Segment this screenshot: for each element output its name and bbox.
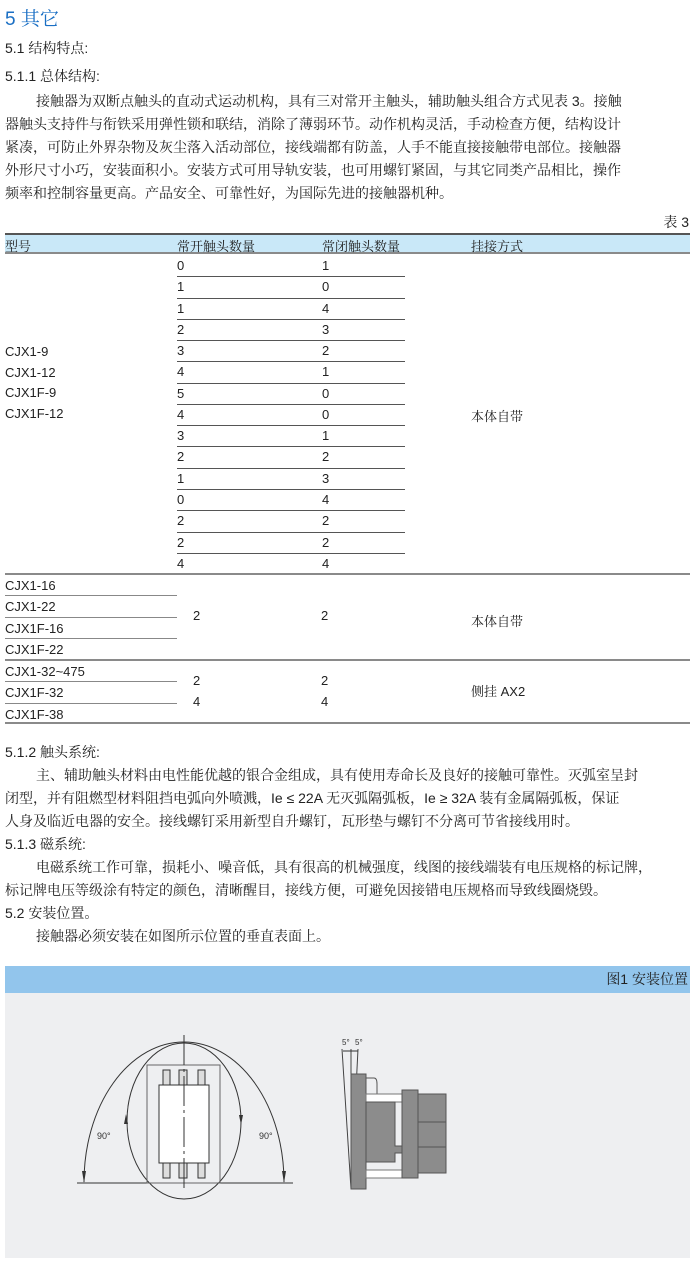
pin	[179, 1163, 187, 1178]
row-divider	[177, 425, 405, 426]
paragraph-line: 外形尺寸小巧，安装面积小。安装方式可用导轨安装，也可用螺钉紧固，与其它同类产品相比，操作	[5, 162, 621, 178]
table-top-rule	[5, 233, 690, 235]
row-divider	[177, 532, 405, 533]
no-count-cell: 1	[177, 300, 185, 316]
figure-caption: 图1 安装位置	[606, 971, 688, 987]
paragraph-line: 器触头支持件与衔铁采用弹性锁和联结，消除了薄弱环节。动作机构灵活，手动检查方便，结构设计	[5, 116, 621, 132]
column-header: 常开触头数量	[177, 239, 256, 254]
nc-count-cell: 1	[322, 428, 330, 444]
no-count-cell: 1	[177, 470, 185, 486]
row-divider	[177, 553, 405, 554]
contactor-mid	[402, 1090, 418, 1178]
paragraph-line: 接触器为双断点触头的直动式运动机构，具有三对常开主触头，辅助触头组合方式见表 3。接触	[36, 93, 622, 109]
no-count-cell: 4	[193, 694, 201, 709]
no-count-cell: 4	[177, 555, 185, 571]
angle-label-left: 90°	[97, 1131, 111, 1141]
no-count-cell: 2	[177, 513, 185, 529]
row-divider	[5, 617, 177, 618]
no-count-cell: 0	[177, 258, 185, 273]
no-count-cell: 0	[177, 491, 185, 507]
tilt-line	[342, 1049, 351, 1189]
installation-diagram	[0, 993, 685, 1258]
row-divider	[5, 595, 177, 596]
no-count-cell: 4	[177, 364, 185, 380]
mount-cell: 本体自带	[471, 409, 524, 424]
row-divider	[177, 319, 405, 320]
row-divider	[177, 340, 405, 341]
mounting-plate	[351, 1074, 366, 1189]
no-count-cell: 2	[193, 608, 201, 623]
column-header: 型号	[5, 239, 32, 254]
contactor-top	[418, 1094, 446, 1173]
paragraph-line: 电磁系统工作可靠，损耗小、噪音低，具有很高的机械强度，线图的接线端装有电压规格的标记牌，	[36, 859, 652, 875]
row-divider	[177, 468, 405, 469]
no-count-cell: 2	[177, 321, 185, 337]
tilt-label-a: 5°	[342, 1038, 350, 1047]
model-cell: CJX1F-16	[5, 620, 64, 636]
row-divider	[177, 404, 405, 405]
no-count-cell: 3	[177, 343, 185, 359]
side-view	[342, 1049, 446, 1189]
row-divider	[177, 361, 405, 362]
row-divider	[5, 638, 177, 639]
no-count-cell: 2	[177, 449, 185, 465]
model-cell: CJX1-16	[5, 578, 56, 593]
nc-count-cell: 2	[322, 534, 330, 550]
no-count-cell: 4	[177, 406, 185, 422]
nc-count-cell: 2	[321, 608, 329, 623]
paragraph-line: 频率和控制容量更高。产品安全、可靠性好，为国际先进的接触器机种。	[5, 185, 453, 201]
row-divider	[177, 510, 405, 511]
nc-count-cell: 4	[322, 300, 330, 316]
nc-count-cell: 2	[322, 343, 330, 359]
angle-label-right: 90°	[259, 1131, 273, 1141]
row-divider	[177, 383, 405, 384]
paragraph-line: 标记牌电压等级涂有特定的颜色，清晰醒目，接线方便，可避免因接错电压规格而导致线圈烧毁。	[5, 882, 607, 898]
row-divider	[177, 298, 405, 299]
row-divider	[177, 276, 405, 277]
nc-count-cell: 4	[321, 694, 329, 709]
column-header: 挂接方式	[471, 239, 524, 254]
contactor-base	[366, 1102, 402, 1162]
no-count-cell: 2	[177, 534, 185, 550]
nc-count-cell: 4	[322, 491, 330, 507]
subheading-5-1: 5.1 结构特点:	[5, 40, 89, 56]
row-divider	[177, 489, 405, 490]
front-view	[77, 1035, 293, 1199]
nc-count-cell: 1	[322, 364, 330, 380]
model-cell: CJX1F-12	[5, 405, 64, 421]
nc-count-cell: 2	[322, 449, 330, 465]
pin	[198, 1163, 205, 1178]
no-count-cell: 1	[177, 279, 185, 295]
model-cell: CJX1F-9	[5, 385, 57, 400]
figure-caption-band	[5, 966, 690, 993]
figure-area	[5, 993, 690, 1258]
nc-count-cell: 2	[321, 673, 329, 688]
nc-count-cell: 3	[322, 470, 330, 486]
model-cell: CJX1F-38	[5, 706, 64, 722]
table-bottom-rule	[5, 722, 690, 724]
subheading-5-1-2: 5.1.2 触头系统:	[5, 744, 100, 760]
paragraph-install: 接触器必须安装在如图所示位置的垂直表面上。	[36, 928, 330, 944]
block-rule	[5, 659, 690, 661]
row-divider	[5, 703, 177, 704]
nc-count-cell: 0	[322, 279, 330, 295]
model-cell: CJX1-32~475	[5, 664, 85, 679]
pin	[163, 1070, 170, 1085]
pin	[163, 1163, 170, 1178]
no-count-cell: 2	[193, 673, 201, 688]
section-heading: 5 其它	[5, 9, 59, 30]
nc-count-cell: 3	[322, 321, 330, 337]
mount-cell: 本体自带	[471, 614, 524, 629]
row-divider	[177, 446, 405, 447]
pin	[198, 1070, 205, 1085]
paragraph-line: 人身及临近电器的安全。接线螺钉采用新型自升螺钉，瓦形垫与螺钉不分离可节省接线用时。	[5, 813, 579, 829]
row-divider	[5, 681, 177, 682]
tilt-label-b: 5°	[355, 1038, 363, 1047]
pin	[179, 1070, 187, 1085]
nc-count-cell: 1	[322, 258, 330, 273]
subheading-5-1-3: 5.1.3 磁系统:	[5, 836, 86, 852]
nc-count-cell: 0	[322, 406, 330, 422]
nc-count-cell: 0	[322, 385, 330, 401]
mount-cell: 侧挂 AX2	[471, 684, 526, 699]
table-caption: 表 3	[663, 214, 689, 230]
model-cell: CJX1F-32	[5, 685, 64, 701]
nc-count-cell: 4	[322, 555, 330, 571]
model-cell: CJX1-9	[5, 344, 49, 359]
subheading-5-2: 5.2 安装位置。	[5, 905, 99, 921]
subheading-5-1-1: 5.1.1 总体结构:	[5, 68, 100, 84]
block-rule	[5, 573, 690, 575]
nc-count-cell: 2	[322, 513, 330, 529]
model-cell: CJX1F-22	[5, 641, 64, 657]
paragraph-line: 闭型，并有阻燃型材料阻挡电弧向外喷溅，Ie ≤ 22A 无灭弧隔弧板，Ie ≥ 32A 装有金属隔弧板，保证	[5, 790, 620, 806]
model-cell: CJX1-12	[5, 364, 56, 380]
no-count-cell: 3	[177, 428, 185, 444]
model-cell: CJX1-22	[5, 599, 56, 615]
no-count-cell: 5	[177, 385, 185, 401]
column-header: 常闭触头数量	[322, 239, 401, 254]
paragraph-line: 紧凑，可防止外界杂物及灰尘落入活动部位，接线端都有防盖，人手不能直接接触带电部位。接触器	[5, 139, 621, 155]
paragraph-line: 主、辅助触头材料由电性能优越的银合金组成，具有使用寿命长及良好的接触可靠性。灭弧室呈封	[36, 767, 638, 783]
